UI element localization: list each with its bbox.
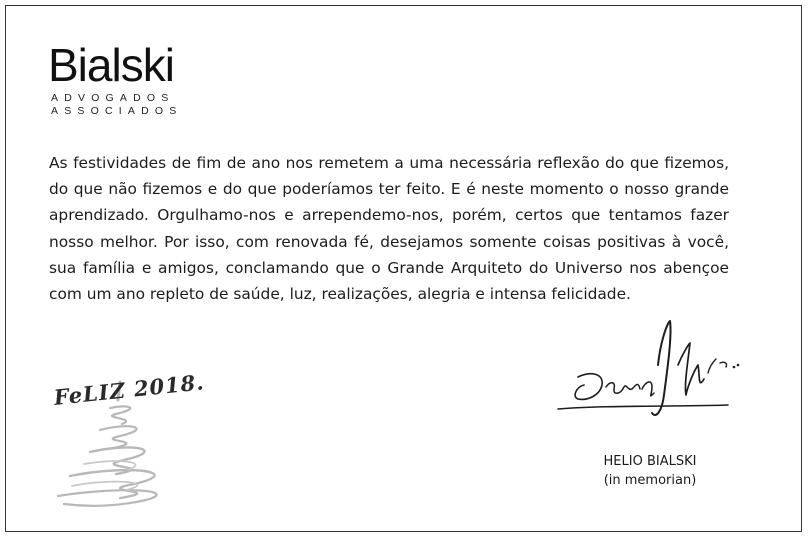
handwritten-signature	[548, 315, 748, 430]
message-text: As festividades de fim de ano nos remetem a uma necessária reflexão do que fizemos, do que não fizemos e do que poderíamos ter feito. E é neste momento o nosso grande aprendizado. Orgulhamo-nos e arrependemo-nos, porém, certos que tentamos fazer nosso melhor. Por isso, com renovada fé, desejamos somente coisas positivas à você, sua família e amigos, conclamando que o Grande Arquiteto do Universo nos abençoe com um ano repleto de saúde, luz, realizações, alegria e intensa felicidade.	[49, 154, 729, 304]
greeting-text: FeLIZ 2018.	[52, 369, 206, 410]
signer-name: HELIO BIALSKI	[603, 454, 697, 469]
logo-subtitle-line2: ASSOCIADOS	[51, 105, 183, 117]
logo-wordmark: Bialski	[48, 39, 174, 91]
logo-subtitle-line1: ADVOGADOS	[51, 92, 175, 104]
signer-note: (in memorian)	[603, 473, 697, 488]
